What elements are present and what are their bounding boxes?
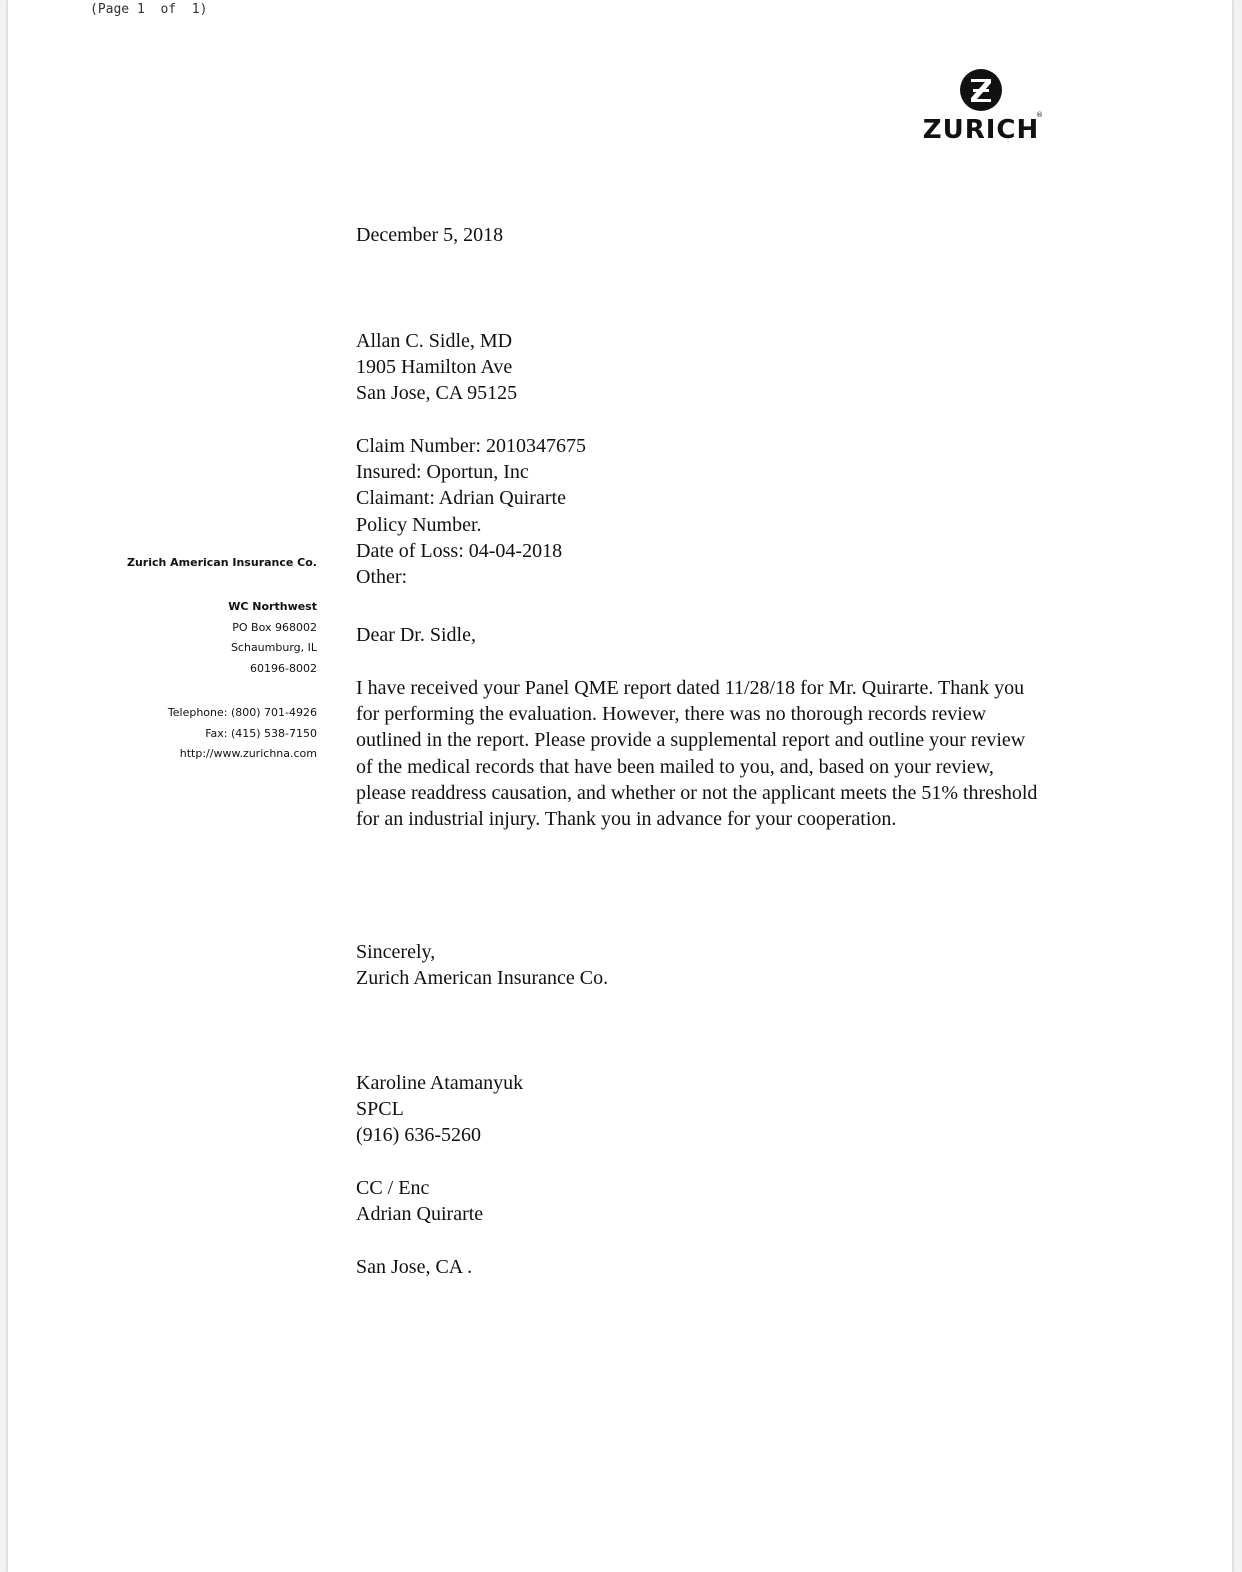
- cc-city: San Jose, CA .: [356, 1256, 473, 1278]
- signer-title: SPCL: [356, 1098, 404, 1121]
- closing-company: Zurich American Insurance Co.: [356, 967, 609, 990]
- closing: [356, 939, 608, 991]
- page-indicator: (Page 1 of 1): [90, 2, 208, 17]
- sender-contact: [168, 703, 317, 765]
- sender-address: [228, 597, 317, 679]
- letter-date: December 5, 2018: [356, 224, 504, 246]
- closing-text: Sincerely,: [356, 941, 436, 963]
- insured: Insured: Oportun, Inc: [356, 461, 529, 484]
- other: Other:: [356, 566, 408, 589]
- claimant: Claimant: Adrian Quirarte: [356, 487, 566, 510]
- cc-block: [356, 1175, 483, 1227]
- sender-website[interactable]: http://www.zurichna.com: [179, 747, 317, 760]
- date-of-loss: Date of Loss: 04-04-2018: [356, 539, 563, 562]
- sender-telephone: Telephone: (800) 701-4926: [167, 706, 317, 719]
- sender-department: WC Northwest: [228, 600, 317, 613]
- cc-name: Adrian Quirarte: [356, 1203, 484, 1226]
- signer-phone: (916) 636-5260: [356, 1124, 481, 1147]
- signer-name: Karoline Atamanyuk: [356, 1072, 524, 1094]
- sender-zip: 60196-8002: [250, 661, 317, 675]
- claim-reference: [356, 433, 586, 590]
- salutation: Dear Dr. Sidle,: [356, 624, 476, 646]
- claim-number: Claim Number: 2010347675: [356, 435, 586, 457]
- sender-company: Zurich American Insurance Co.: [126, 556, 317, 569]
- sender-po-box: PO Box 968002: [232, 620, 317, 634]
- sender-city-state: Schaumburg, IL: [230, 641, 317, 654]
- policy-number: Policy Number.: [356, 513, 482, 536]
- recipient-address: [356, 328, 517, 407]
- letter-body: [356, 675, 1046, 832]
- logo-wordmark: ZURICH ®: [922, 111, 1044, 145]
- recipient-city: San Jose, CA 95125: [356, 382, 518, 405]
- recipient-street: 1905 Hamilton Ave: [356, 356, 513, 379]
- sender-fax: Fax: (415) 538-7150: [205, 726, 317, 740]
- zurich-logo-icon: [959, 68, 1003, 112]
- cc-label: CC / Enc: [356, 1177, 430, 1199]
- signer-block: [356, 1070, 523, 1149]
- body-paragraph: I have received your Panel QME report dated 11/28/18 for Mr. Quirarte. Thank you for performing the evaluation. However, there was no thorough records review outlined in the report. Please provide a supplemental report and outline your review of the medical records that have been mailed to you, and, based on your review, please readdress causation, and whether or not the applicant meets the 51% threshold for an industrial injury. Thank you in advance for your cooperation.: [356, 677, 1038, 831]
- document-page: [8, 0, 1232, 1572]
- registered-mark: ®: [1036, 111, 1044, 119]
- recipient-name: Allan C. Sidle, MD: [356, 330, 513, 352]
- zurich-logo: [916, 68, 1046, 145]
